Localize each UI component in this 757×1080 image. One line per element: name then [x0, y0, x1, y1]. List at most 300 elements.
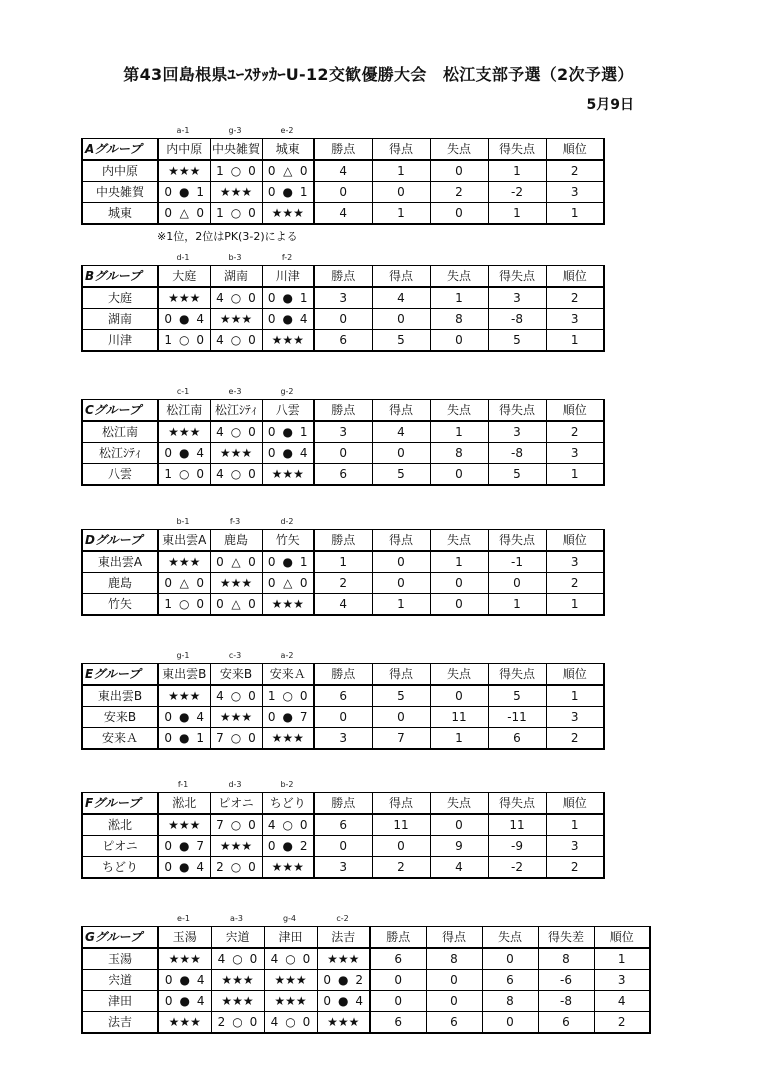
score-away: 0 [249, 1015, 258, 1029]
team-name: 松江南 [82, 421, 158, 443]
score-home: 4 [216, 425, 224, 439]
team-header: 安来B [210, 664, 262, 686]
stat-header: 順位 [546, 530, 604, 552]
table-row [82, 970, 650, 991]
goals-for-cell: 5 [372, 330, 430, 352]
score-away: 4 [355, 994, 364, 1008]
score-home: 4 [216, 689, 224, 703]
score-home: 0 [267, 710, 276, 724]
rank-cell: 3 [546, 182, 604, 203]
table-row [82, 991, 650, 1012]
self-match-mark: ★★★ [219, 710, 253, 724]
group-name: Gグループ [82, 927, 158, 949]
match-code: b-3 [228, 253, 242, 262]
points-cell: 0 [314, 182, 372, 203]
match-code: e-2 [280, 126, 294, 135]
goal-diff-cell: 5 [488, 464, 546, 486]
result-mark: △ [231, 597, 241, 611]
match-result [262, 707, 314, 728]
points-cell: 4 [314, 160, 372, 182]
points-cell: 3 [314, 857, 372, 879]
team-header: 津田 [264, 927, 317, 949]
match-result [262, 551, 314, 573]
rank-cell: 1 [546, 685, 604, 707]
match-result [262, 421, 314, 443]
goals-for-cell: 4 [372, 287, 430, 309]
self-match-mark: ★★★ [219, 312, 253, 326]
match-result [210, 421, 262, 443]
group-block [81, 649, 605, 750]
result-mark: ○ [282, 818, 293, 832]
match-result [264, 948, 317, 970]
score-away: 1 [299, 291, 308, 305]
match-result [262, 203, 314, 225]
match-result [211, 970, 264, 991]
match-code: a-3 [230, 914, 243, 923]
team-name: 竹矢 [82, 594, 158, 616]
result-mark: △ [231, 555, 241, 569]
score-home: 0 [164, 839, 173, 853]
result-mark: ● [282, 185, 293, 199]
score-away: 4 [299, 312, 308, 326]
match-result [158, 551, 210, 573]
match-codes [81, 124, 605, 138]
rank-cell: 2 [546, 287, 604, 309]
team-name: 安来Ａ [82, 728, 158, 750]
match-result [158, 160, 210, 182]
result-mark: ● [179, 185, 190, 199]
goals-against-cell: 1 [430, 728, 488, 750]
match-result [158, 970, 211, 991]
result-mark: ○ [179, 467, 190, 481]
score-away: 4 [196, 973, 205, 987]
stat-header: 得失点 [488, 400, 546, 422]
goals-for-cell: 0 [372, 836, 430, 857]
match-result [262, 685, 314, 707]
result-mark: ● [338, 973, 349, 987]
result-mark: △ [283, 164, 293, 178]
goals-against-cell: 1 [430, 287, 488, 309]
match-result [317, 970, 370, 991]
score-away: 0 [248, 555, 256, 569]
goal-diff-cell: -2 [488, 857, 546, 879]
score-home: 0 [267, 425, 276, 439]
group-block [81, 385, 605, 486]
match-result [262, 728, 314, 750]
group-table [81, 529, 605, 616]
team-header: 内中原 [158, 139, 210, 161]
match-result [262, 160, 314, 182]
goals-against-cell: 4 [430, 857, 488, 879]
goal-diff-cell: -6 [538, 970, 594, 991]
self-match-mark: ★★★ [271, 860, 304, 874]
score-home: 7 [216, 731, 224, 745]
score-away: 7 [299, 710, 308, 724]
result-mark: ○ [232, 1015, 243, 1029]
team-header: 八雲 [262, 400, 314, 422]
match-result [264, 1012, 317, 1034]
goal-diff-cell: 8 [538, 948, 594, 970]
match-code: c-1 [176, 387, 190, 396]
score-home: 1 [164, 333, 173, 347]
goals-against-cell: 0 [430, 464, 488, 486]
result-mark: ○ [230, 731, 242, 745]
result-mark: ○ [230, 818, 242, 832]
match-result [210, 287, 262, 309]
score-home: 2 [217, 1015, 226, 1029]
match-result [262, 594, 314, 616]
header-row [82, 266, 604, 288]
stat-header: 勝点 [314, 664, 372, 686]
result-mark: △ [179, 206, 189, 220]
points-cell: 0 [314, 309, 372, 330]
rank-cell: 2 [594, 1012, 650, 1034]
score-away: 0 [248, 731, 256, 745]
rank-cell: 1 [546, 594, 604, 616]
goals-against-cell: 1 [430, 551, 488, 573]
table-row [82, 857, 604, 879]
goals-for-cell: 5 [372, 685, 430, 707]
date-label: 5月9日 [586, 97, 634, 113]
rank-cell: 3 [546, 551, 604, 573]
team-header: 竹矢 [262, 530, 314, 552]
match-result [158, 991, 211, 1012]
stat-header: 得失点 [488, 793, 546, 815]
match-code: a-2 [280, 651, 294, 660]
score-away: 0 [196, 576, 205, 590]
score-away: 1 [299, 185, 308, 199]
stat-header: 得失点 [488, 530, 546, 552]
score-away: 1 [196, 731, 205, 745]
goal-diff-cell: 0 [488, 573, 546, 594]
match-code: c-2 [336, 914, 349, 923]
score-home: 0 [164, 312, 173, 326]
team-header: 松江ｼﾃｨ [210, 400, 262, 422]
header-row [82, 793, 604, 815]
stat-header: 得点 [372, 664, 430, 686]
stat-header: 勝点 [314, 266, 372, 288]
stat-header: 順位 [594, 927, 650, 949]
goals-for-cell: 4 [372, 421, 430, 443]
result-mark: △ [283, 576, 293, 590]
self-match-mark: ★★★ [271, 597, 304, 611]
table-row [82, 573, 604, 594]
team-name: 川津 [82, 330, 158, 352]
stat-header: 得点 [372, 139, 430, 161]
table-row [82, 309, 604, 330]
match-codes [81, 649, 605, 663]
match-code: e-1 [177, 914, 190, 923]
match-result [210, 330, 262, 352]
goal-diff-cell: 3 [488, 287, 546, 309]
self-match-mark: ★★★ [271, 467, 304, 481]
score-away: 0 [248, 333, 256, 347]
team-name: 八雲 [82, 464, 158, 486]
match-result [158, 573, 210, 594]
stat-header: 順位 [546, 664, 604, 686]
goals-for-cell: 0 [426, 991, 482, 1012]
score-home: 0 [164, 206, 173, 220]
match-code: a-1 [176, 126, 190, 135]
team-name: 松江ｼﾃｨ [82, 443, 158, 464]
result-mark: ● [179, 312, 190, 326]
rank-cell: 3 [546, 443, 604, 464]
self-match-mark: ★★★ [327, 952, 360, 966]
team-name: 大庭 [82, 287, 158, 309]
team-name: 湖南 [82, 309, 158, 330]
goals-for-cell: 2 [372, 857, 430, 879]
goals-for-cell: 1 [372, 203, 430, 225]
team-header: 玉湯 [158, 927, 211, 949]
points-cell: 6 [370, 1012, 426, 1034]
result-mark: ○ [232, 952, 243, 966]
goals-for-cell: 0 [372, 573, 430, 594]
table-row [82, 707, 604, 728]
match-result [262, 573, 314, 594]
match-result [211, 948, 264, 970]
rank-cell: 1 [594, 948, 650, 970]
group-block [81, 251, 605, 352]
goal-diff-cell: -8 [488, 443, 546, 464]
result-mark: ○ [230, 206, 242, 220]
group-note: ※1位，2位はPK(3-2)による [157, 230, 298, 243]
result-mark: ● [282, 425, 293, 439]
score-away: 0 [248, 689, 256, 703]
group-block [81, 912, 651, 1034]
team-header: 淞北 [158, 793, 210, 815]
score-home: 0 [267, 576, 276, 590]
goals-for-cell: 6 [426, 1012, 482, 1034]
goal-diff-cell: 11 [488, 814, 546, 836]
score-away: 4 [196, 710, 205, 724]
result-mark: ○ [179, 333, 190, 347]
score-home: 0 [267, 446, 276, 460]
match-code: e-3 [228, 387, 242, 396]
rank-cell: 3 [546, 836, 604, 857]
goals-for-cell: 0 [426, 970, 482, 991]
team-header: 川津 [262, 266, 314, 288]
result-mark: ● [179, 973, 190, 987]
score-home: 0 [267, 164, 276, 178]
points-cell: 0 [314, 836, 372, 857]
goals-for-cell: 0 [372, 551, 430, 573]
match-result [158, 948, 211, 970]
score-away: 2 [299, 839, 308, 853]
score-away: 0 [196, 333, 205, 347]
group-name: Fグループ [82, 793, 158, 815]
match-result [210, 464, 262, 486]
self-match-mark: ★★★ [327, 1015, 360, 1029]
match-code: b-2 [280, 780, 294, 789]
points-cell: 4 [314, 203, 372, 225]
score-home: 0 [267, 555, 276, 569]
self-match-mark: ★★★ [219, 446, 253, 460]
goals-against-cell: 0 [430, 814, 488, 836]
header-row [82, 139, 604, 161]
match-result [262, 464, 314, 486]
self-match-mark: ★★★ [219, 839, 253, 853]
score-home: 2 [216, 860, 224, 874]
team-name: ピオニ [82, 836, 158, 857]
match-code: f-1 [177, 780, 189, 789]
stat-header: 得点 [426, 927, 482, 949]
goals-for-cell: 1 [372, 160, 430, 182]
team-header: 湖南 [210, 266, 262, 288]
goals-for-cell: 5 [372, 464, 430, 486]
match-codes [81, 251, 605, 265]
team-header: 法吉 [317, 927, 370, 949]
result-mark: ○ [230, 425, 242, 439]
goals-for-cell: 7 [372, 728, 430, 750]
match-result [210, 573, 262, 594]
score-away: 1 [196, 185, 205, 199]
goal-diff-cell: 5 [488, 685, 546, 707]
match-result [158, 421, 210, 443]
self-match-mark: ★★★ [168, 689, 201, 703]
rank-cell: 1 [546, 464, 604, 486]
match-result [158, 707, 210, 728]
score-home: 4 [216, 291, 224, 305]
score-away: 0 [196, 597, 205, 611]
match-result [210, 309, 262, 330]
result-mark: ○ [230, 291, 242, 305]
team-name: 淞北 [82, 814, 158, 836]
stat-header: 失点 [430, 139, 488, 161]
match-result [211, 991, 264, 1012]
points-cell: 6 [370, 948, 426, 970]
team-name: 安来B [82, 707, 158, 728]
match-code: f-3 [229, 517, 241, 526]
score-home: 0 [164, 576, 173, 590]
score-away: 4 [299, 446, 308, 460]
result-mark: ● [179, 860, 190, 874]
match-result [317, 991, 370, 1012]
rank-cell: 2 [546, 728, 604, 750]
match-result [158, 182, 210, 203]
score-away: 0 [299, 576, 308, 590]
rank-cell: 2 [546, 421, 604, 443]
goals-against-cell: 0 [430, 330, 488, 352]
team-name: 城東 [82, 203, 158, 225]
group-name: Eグループ [82, 664, 158, 686]
match-result [158, 685, 210, 707]
match-result [262, 309, 314, 330]
table-row [82, 330, 604, 352]
match-result [158, 836, 210, 857]
rank-cell: 2 [546, 857, 604, 879]
match-result [158, 594, 210, 616]
match-code: g-1 [176, 651, 190, 660]
points-cell: 6 [314, 330, 372, 352]
score-home: 1 [216, 206, 224, 220]
match-result [317, 1012, 370, 1034]
group-table [81, 265, 605, 352]
team-header: 松江南 [158, 400, 210, 422]
rank-cell: 3 [546, 707, 604, 728]
team-header: 東出雲B [158, 664, 210, 686]
points-cell: 6 [314, 685, 372, 707]
score-away: 0 [196, 467, 205, 481]
score-away: 0 [196, 206, 205, 220]
goals-for-cell: 0 [372, 443, 430, 464]
stat-header: 失点 [430, 664, 488, 686]
self-match-mark: ★★★ [168, 425, 201, 439]
match-result [262, 814, 314, 836]
match-result [211, 1012, 264, 1034]
match-result [264, 991, 317, 1012]
score-home: 0 [216, 597, 224, 611]
match-code: b-1 [176, 517, 190, 526]
self-match-mark: ★★★ [271, 731, 304, 745]
result-mark: ● [179, 710, 190, 724]
match-result [158, 1012, 211, 1034]
table-row [82, 464, 604, 486]
score-home: 0 [323, 973, 332, 987]
score-away: 0 [248, 425, 256, 439]
result-mark: △ [179, 576, 189, 590]
team-name: 法吉 [82, 1012, 158, 1034]
self-match-mark: ★★★ [221, 973, 254, 987]
team-name: 東出雲B [82, 685, 158, 707]
header-row [82, 400, 604, 422]
match-result [210, 203, 262, 225]
score-home: 4 [216, 467, 224, 481]
match-result [264, 970, 317, 991]
goals-against-cell: 11 [430, 707, 488, 728]
match-result [158, 857, 210, 879]
score-home: 0 [164, 860, 173, 874]
match-code: c-3 [228, 651, 242, 660]
team-name: 玉湯 [82, 948, 158, 970]
self-match-mark: ★★★ [168, 164, 201, 178]
result-mark: ● [282, 446, 293, 460]
self-match-mark: ★★★ [271, 333, 304, 347]
stat-header: 得点 [372, 400, 430, 422]
rank-cell: 3 [594, 970, 650, 991]
header-row [82, 927, 650, 949]
table-row [82, 594, 604, 616]
points-cell: 3 [314, 421, 372, 443]
goals-against-cell: 2 [430, 182, 488, 203]
stat-header: 勝点 [314, 793, 372, 815]
goal-diff-cell: 3 [488, 421, 546, 443]
match-result [210, 857, 262, 879]
goals-against-cell: 0 [430, 573, 488, 594]
match-codes [81, 912, 651, 926]
goal-diff-cell: 5 [488, 330, 546, 352]
score-away: 4 [196, 994, 205, 1008]
points-cell: 0 [314, 443, 372, 464]
points-cell: 3 [314, 287, 372, 309]
rank-cell: 1 [546, 330, 604, 352]
match-result [210, 836, 262, 857]
goal-diff-cell: 1 [488, 160, 546, 182]
score-away: 1 [299, 425, 308, 439]
result-mark: ● [282, 291, 293, 305]
score-away: 0 [249, 952, 258, 966]
table-row [82, 728, 604, 750]
score-home: 4 [217, 952, 226, 966]
score-home: 0 [267, 185, 276, 199]
score-home: 0 [164, 710, 173, 724]
group-table [81, 663, 605, 750]
table-row [82, 287, 604, 309]
group-name: Aグループ [82, 139, 158, 161]
team-header: 中央雑賀 [210, 139, 262, 161]
goals-against-cell: 0 [430, 160, 488, 182]
self-match-mark: ★★★ [221, 994, 254, 1008]
goal-diff-cell: -8 [488, 309, 546, 330]
